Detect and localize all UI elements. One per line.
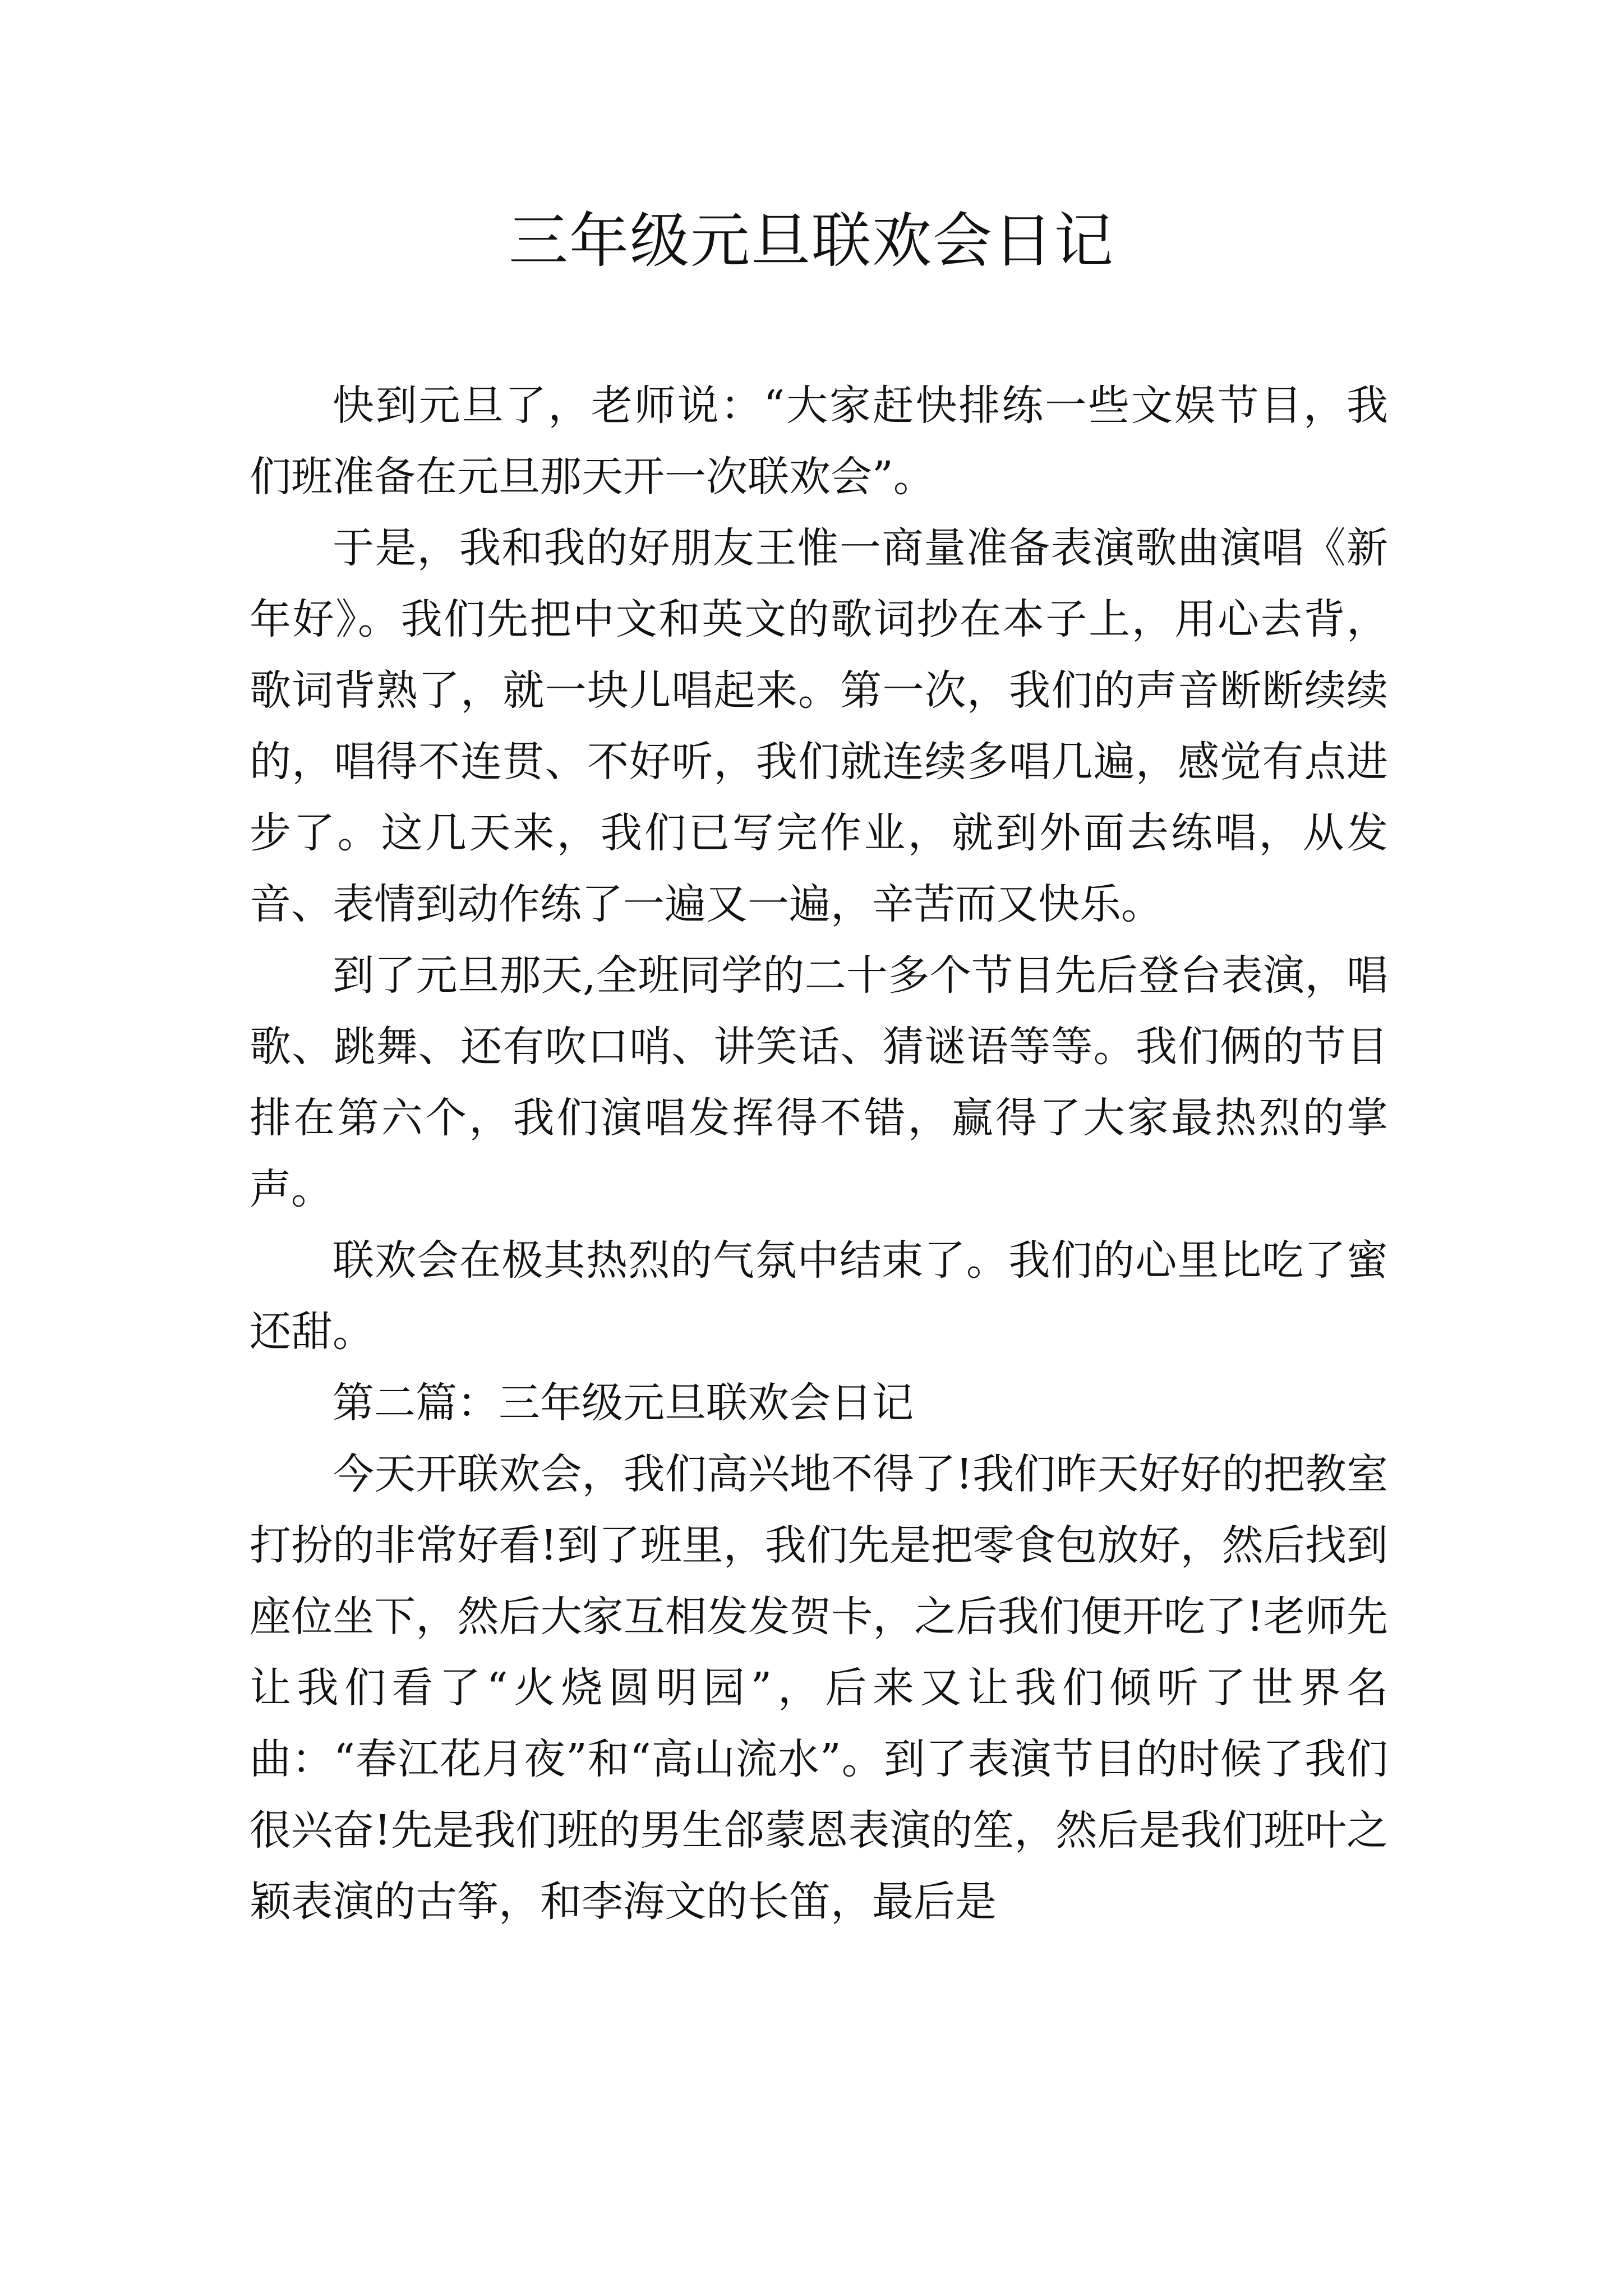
paragraph: 到了元旦那天,全班同学的二十多个节目先后登台表演，唱歌、跳舞、还有吹口哨、讲笑话、猜谜语等等。我们俩的节目排在第六个，我们演唱发挥得不错，赢得了大家最热烈的掌声。 xyxy=(250,951,1388,1213)
paragraph: 于是，我和我的好朋友王惟一商量准备表演歌曲演唱《新年好》。我们先把中文和英文的歌词抄在本子上，用心去背，歌词背熟了，就一块儿唱起来。第一次，我们的声音断断续续的，唱得不连贯、不好听，我们就连续多唱几遍，感觉有点进步了。这几天来，我们已写完作业，就到外面去练唱，从发音、表情到动作练了一遍又一遍，辛苦而又快乐。 xyxy=(250,524,1388,928)
section-heading: 第二篇：三年级元旦联欢会日记 xyxy=(333,1379,914,1427)
paragraph: 今天开联欢会，我们高兴地不得了!我们昨天好好的把教室打扮的非常好看!到了班里，我们先是把零食包放好，然后找到座位坐下，然后大家互相发发贺卡，之后我们便开吃了!老师先让我们看了“火烧圆明园”，后来又让我们倾听了世界名曲：“春江花月夜”和“高山流水”。到了表演节目的时候了我们很兴奋!先是我们班的男生郃蒙恩表演的笙，然后是我们班叶之颖表演的古筝，和李海文的长笛，最后是 xyxy=(250,1450,1388,1926)
paragraph: 快到元旦了，老师说：“大家赶快排练一些文娱节目，我们班准备在元旦那天开一次联欢会”。 xyxy=(250,381,1388,501)
document-body xyxy=(250,370,1388,1938)
document-title: 三年级元旦联欢会日记 xyxy=(509,206,1114,275)
paragraph: 联欢会在极其热烈的气氛中结束了。我们的心里比吃了蜜还甜。 xyxy=(250,1236,1388,1356)
